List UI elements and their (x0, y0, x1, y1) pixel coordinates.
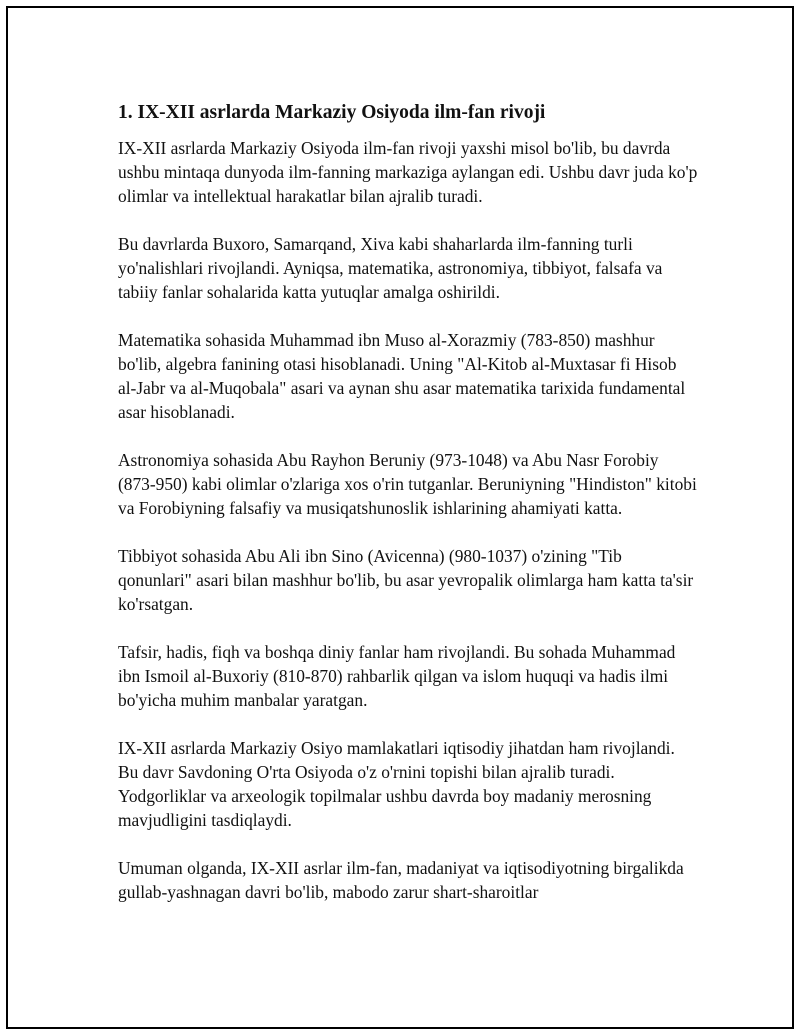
paragraph-intro: IX-XII asrlarda Markaziy Osiyoda ilm-fan rivoji yaxshi misol bo'lib, bu davrda ushbu mintaqa dunyoda ilm-fanning markaziga aylangan edi. Ushbu davr juda ko'p olimlar va intellektual harakatlar bilan ajralib turadi. (118, 138, 698, 206)
paragraph-economy: IX-XII asrlarda Markaziy Osiyo mamlakatlari iqtisodiy jihatdan ham rivojlandi. Bu davr Savdoning O'rta Osiyoda o'z o'rnini topishi bilan ajralib turadi. Yodgorliklar va arxeologik topilmalar ushbu davrda boy madaniy merosning mavjudligini tasdiqlaydi. (118, 738, 675, 830)
paragraph-astronomy: Astronomiya sohasida Abu Rayhon Beruniy (973-1048) va Abu Nasr Forobiy (873-950) kabi olimlar o'zlariga xos o'rin tutganlar. Beruniyning "Hindiston" kitobi va Forobiyning falsafiy va musiqatshunoslik ishlarining ahamiyati katta. (118, 450, 697, 518)
paragraph-cities: Bu davrlarda Buxoro, Samarqand, Xiva kabi shaharlarda ilm-fanning turli yo'nalishlari rivojlandi. Ayniqsa, matematika, astronomiya, tibbiyot, falsafa va tabiiy fanlar sohalarida katta yutuqlar amalga oshirildi. (118, 234, 663, 302)
document-page (6, 6, 794, 1029)
paragraph-religious-sciences: Tafsir, hadis, fiqh va boshqa diniy fanlar ham rivojlandi. Bu sohada Muhammad ibn Ismoil al-Buxoriy (810-870) rahbarlik qilgan va islom huquqi va hadis ilmi bo'yicha muhim manbalar yaratgan. (118, 642, 676, 710)
paragraph-medicine: Tibbiyot sohasida Abu Ali ibn Sino (Avicenna) (980-1037) o'zining "Tib qonunlari" asari bilan mashhur bo'lib, bu asar yevropalik olimlarga ham katta ta'sir ko'rsatgan. (118, 546, 694, 614)
section-heading: 1. IX-XII asrlarda Markaziy Osiyoda ilm-fan rivoji (118, 102, 546, 123)
document-body (118, 98, 698, 928)
paragraph-mathematics: Matematika sohasida Muhammad ibn Muso al-Xorazmiy (783-850) mashhur bo'lib, algebra fanining otasi hisoblanadi. Uning "Al-Kitob al-Muxtasar fi Hisob al-Jabr va al-Muqobala" asari va aynan shu asar matematika tarixida fundamental asar hisoblanadi. (118, 330, 686, 422)
paragraph-conclusion: Umuman olganda, IX-XII asrlar ilm-fan, madaniyat va iqtisodiyotning birgalikda gullab-yashnagan davri bo'lib, mabodo zarur shart-sharoitlar (118, 858, 684, 902)
